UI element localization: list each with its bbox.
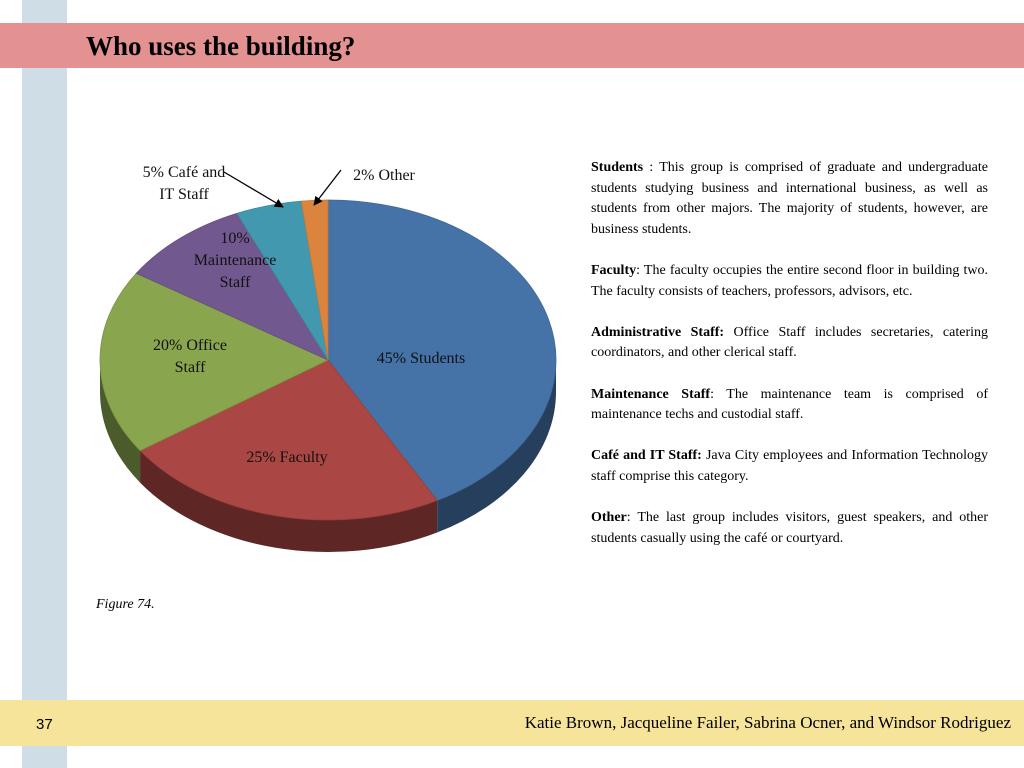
figure-caption: Figure 74. [96,597,155,612]
description-text: This group is comprised of graduate and undergraduate students studying business and international business, as well as students from other majors. The majority of students, however, are business students. [591,160,988,237]
description-maintenance-staff: Maintenance Staff: The maintenance team is comprised of maintenance techs and custodial staff. [591,386,989,423]
data-label-students: 45% Students [376,350,466,367]
description-administrative-staff [591,323,988,364]
description-term: Students [591,160,644,175]
category-descriptions [591,158,988,570]
data-label-office-staff: 20% Office Staff [153,337,227,376]
description-text: Java City employees and Information Technology staff comprise this category. [591,448,989,484]
description-cafe-it-staff [591,446,988,487]
data-label-other: 2% Other [353,167,415,184]
description-term: Café and IT Staff: [591,448,702,464]
description-text: Office Staff includes secretaries, catering coordinators, and other clerical staff. [591,324,988,361]
description-students: Students : This group is comprised of graduate and undergraduate students studying business and international business, as well as students from other majors. The majority of students, however, are business students. [591,160,988,237]
description-term: Maintenance Staff [591,386,711,402]
description-term: Faculty [591,262,637,278]
callout-arrow-cafe-it [224,172,283,207]
data-label-maintenance-staff: 10% Maintenance Staff [193,230,277,291]
data-label-faculty: 25% Faculty [246,449,328,466]
description-faculty: Faculty: The faculty occupies the entire second floor in building two. The faculty consists of teachers, professors, advisors, etc. [591,262,988,299]
data-label-caf-and-it-staff: 5% Café and IT Staff [142,164,226,203]
description-other: Other: The last group includes visitors, guest speakers, and other students casually using the café or courtyard. [591,510,989,546]
page-number: 37 [36,716,53,733]
description-term: Administrative Staff: [591,324,725,340]
description-text: The maintenance team is comprised of maintenance techs and custodial staff. [591,386,989,423]
description-term: Other [591,510,627,526]
description-text: The last group includes visitors, guest speakers, and other students casually using the café or courtyard. [591,510,989,546]
slide-title: Who uses the building? [86,31,356,61]
description-text: The faculty occupies the entire second floor in building two. The faculty consists of teachers, professors, advisors, etc. [591,262,988,299]
author-credits: Katie Brown, Jacqueline Failer, Sabrina Ocner, and Windsor Rodriguez [524,713,1011,732]
